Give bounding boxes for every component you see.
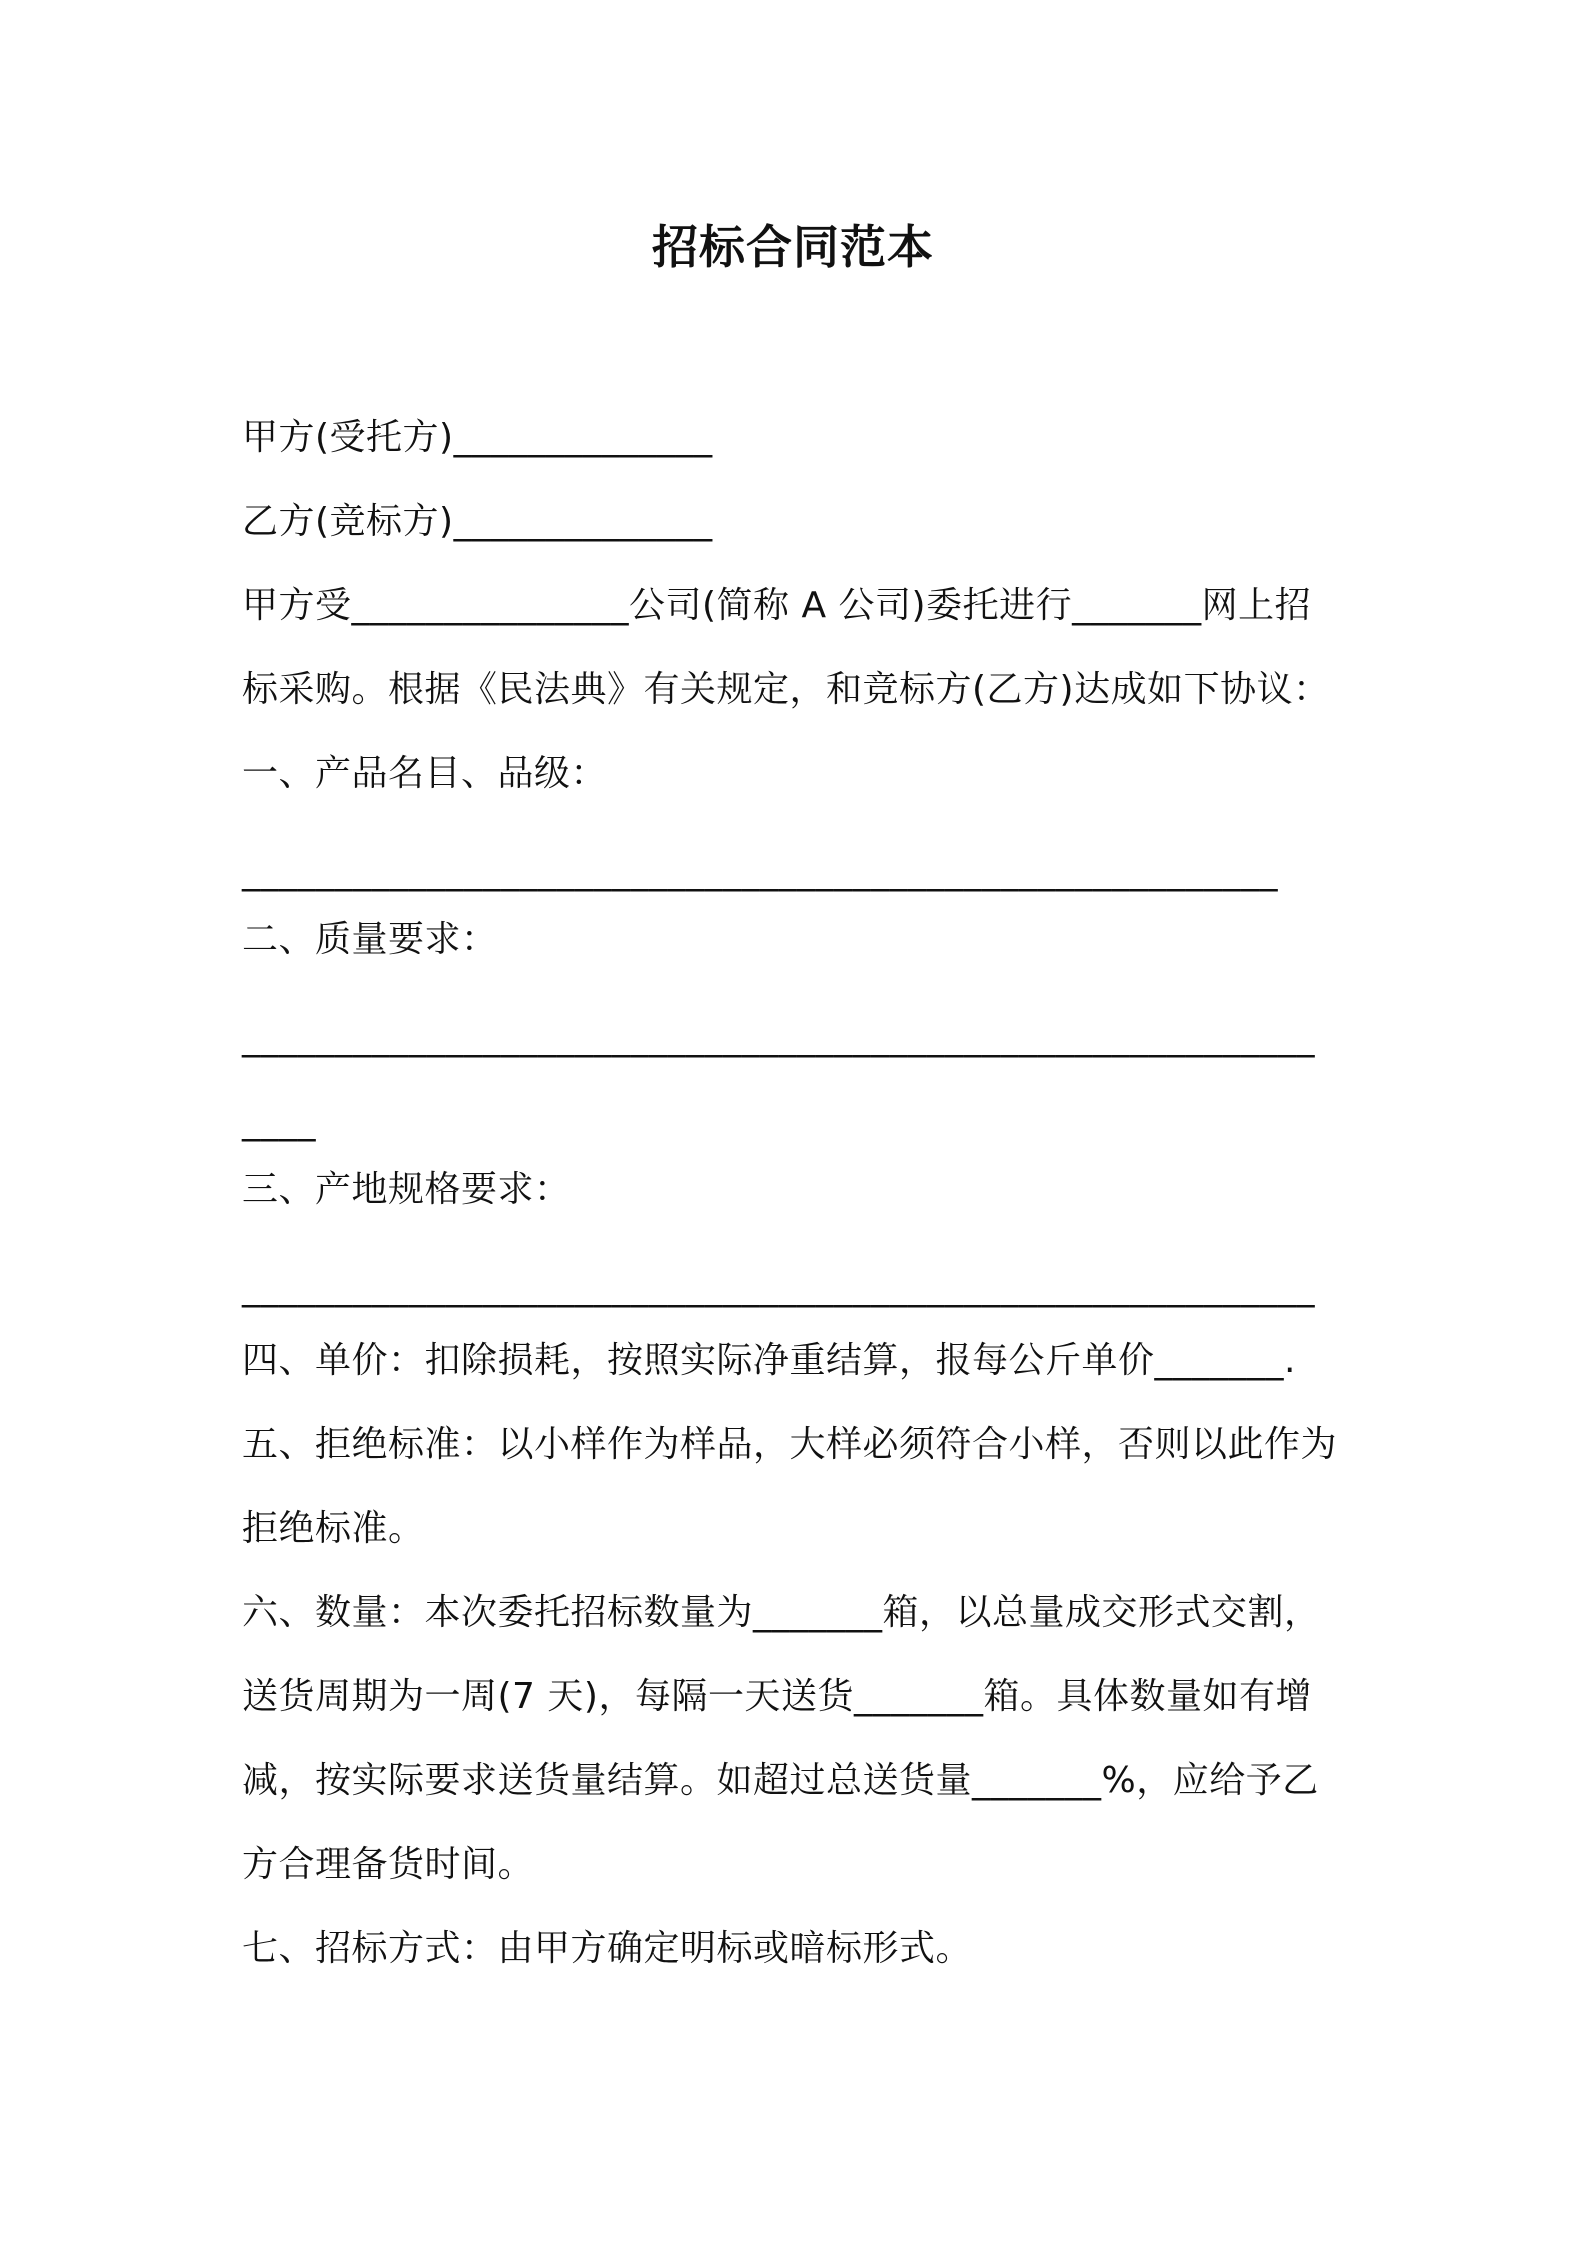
party-a-line: 甲方(受托方)______________ [242,417,713,458]
section-7-line: 七、招标方式：由甲方确定明标或暗标形式。 [242,1928,973,1969]
party-b-line: 乙方(竞标方)______________ [242,501,713,542]
section-3-heading: 三、产地规格要求： [242,1169,571,1210]
section-1-blank: ________________________________________________________ [242,851,1278,892]
preamble-line-1: 甲方受_______________公司(简称 A 公司)委托进行_______网上招 [242,585,1312,626]
section-3-blank: __________________________________________________________ [242,1267,1315,1308]
section-6-line-1: 六、数量：本次委托招标数量为_______箱，以总量成交形式交割， [242,1592,1321,1633]
section-2-heading: 二、质量要求： [242,919,498,960]
section-6-line-4: 方合理备货时间。 [242,1844,535,1885]
preamble-line-2: 标采购。根据《民法典》有关规定，和竞标方(乙方)达成如下协议： [242,669,1330,710]
section-4-unit-price: 四、单价：扣除损耗，按照实际净重结算，报每公斤单价_______. [242,1340,1296,1381]
section-1-heading: 一、产品名目、品级： [242,753,608,794]
section-6-line-3: 减，按实际要求送货量结算。如超过总送货量_______%，应给予乙 [242,1760,1319,1801]
section-6-line-2: 送货周期为一周(7 天)，每隔一天送货_______箱。具体数量如有增 [242,1676,1312,1717]
section-5-line-2: 拒绝标准。 [242,1508,425,1549]
section-2-blank-1: __________________________________________________________ [242,1017,1315,1058]
section-2-blank-2: ____ [242,1101,316,1142]
document-title: 招标合同范本 [652,220,934,274]
section-5-line-1: 五、拒绝标准：以小样作为样品，大样必须符合小样，否则以此作为 [242,1424,1338,1465]
